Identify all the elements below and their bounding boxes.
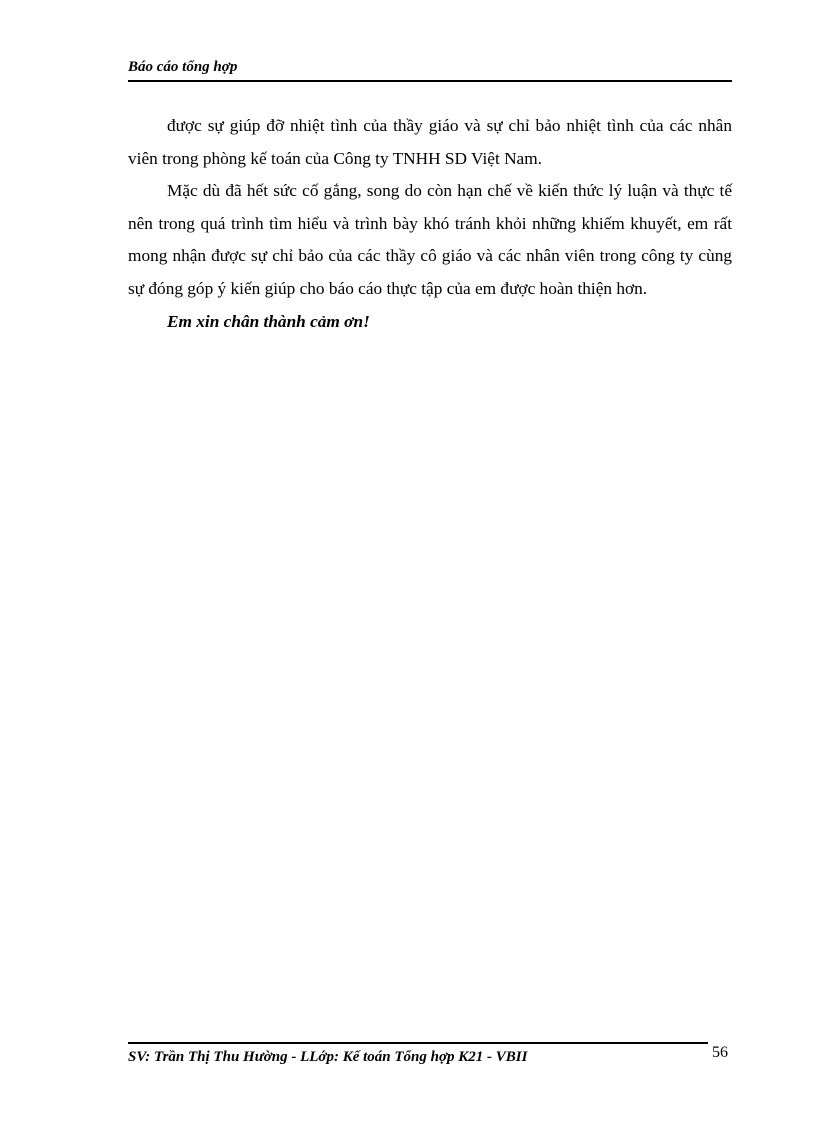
header-title: Báo cáo tổng hợp [128,59,238,75]
page-number: 56 [712,1044,728,1061]
body-paragraph: Mặc dù đã hết sức cố gắng, song do còn hạn chế về kiến thức lý luận và thực tế nên trong quá trình tìm hiểu và trình bày khó tránh khỏi những khiếm khuyết, em rất mong nhận được sự chỉ bảo của các thầy cô giáo và các nhân viên trong công ty cùng sự đóng góp ý kiến giúp cho báo cáo thực tập của em được hoàn thiện hơn. [128,181,732,298]
footer-divider [128,1042,708,1044]
closing-line: Em xin chân thành cảm ơn! [167,311,370,331]
footer-author-line: SV: Trần Thị Thu Hường - LLớp: Kế toán Tổng hợp K21 - VBII [128,1049,528,1065]
body-paragraph: được sự giúp đỡ nhiệt tình của thầy giáo và sự chỉ bảo nhiệt tình của các nhân viên trong phòng kế toán của Công ty TNHH SD Việt Nam. [128,116,732,168]
document-body [128,110,732,338]
page-header [128,58,732,82]
